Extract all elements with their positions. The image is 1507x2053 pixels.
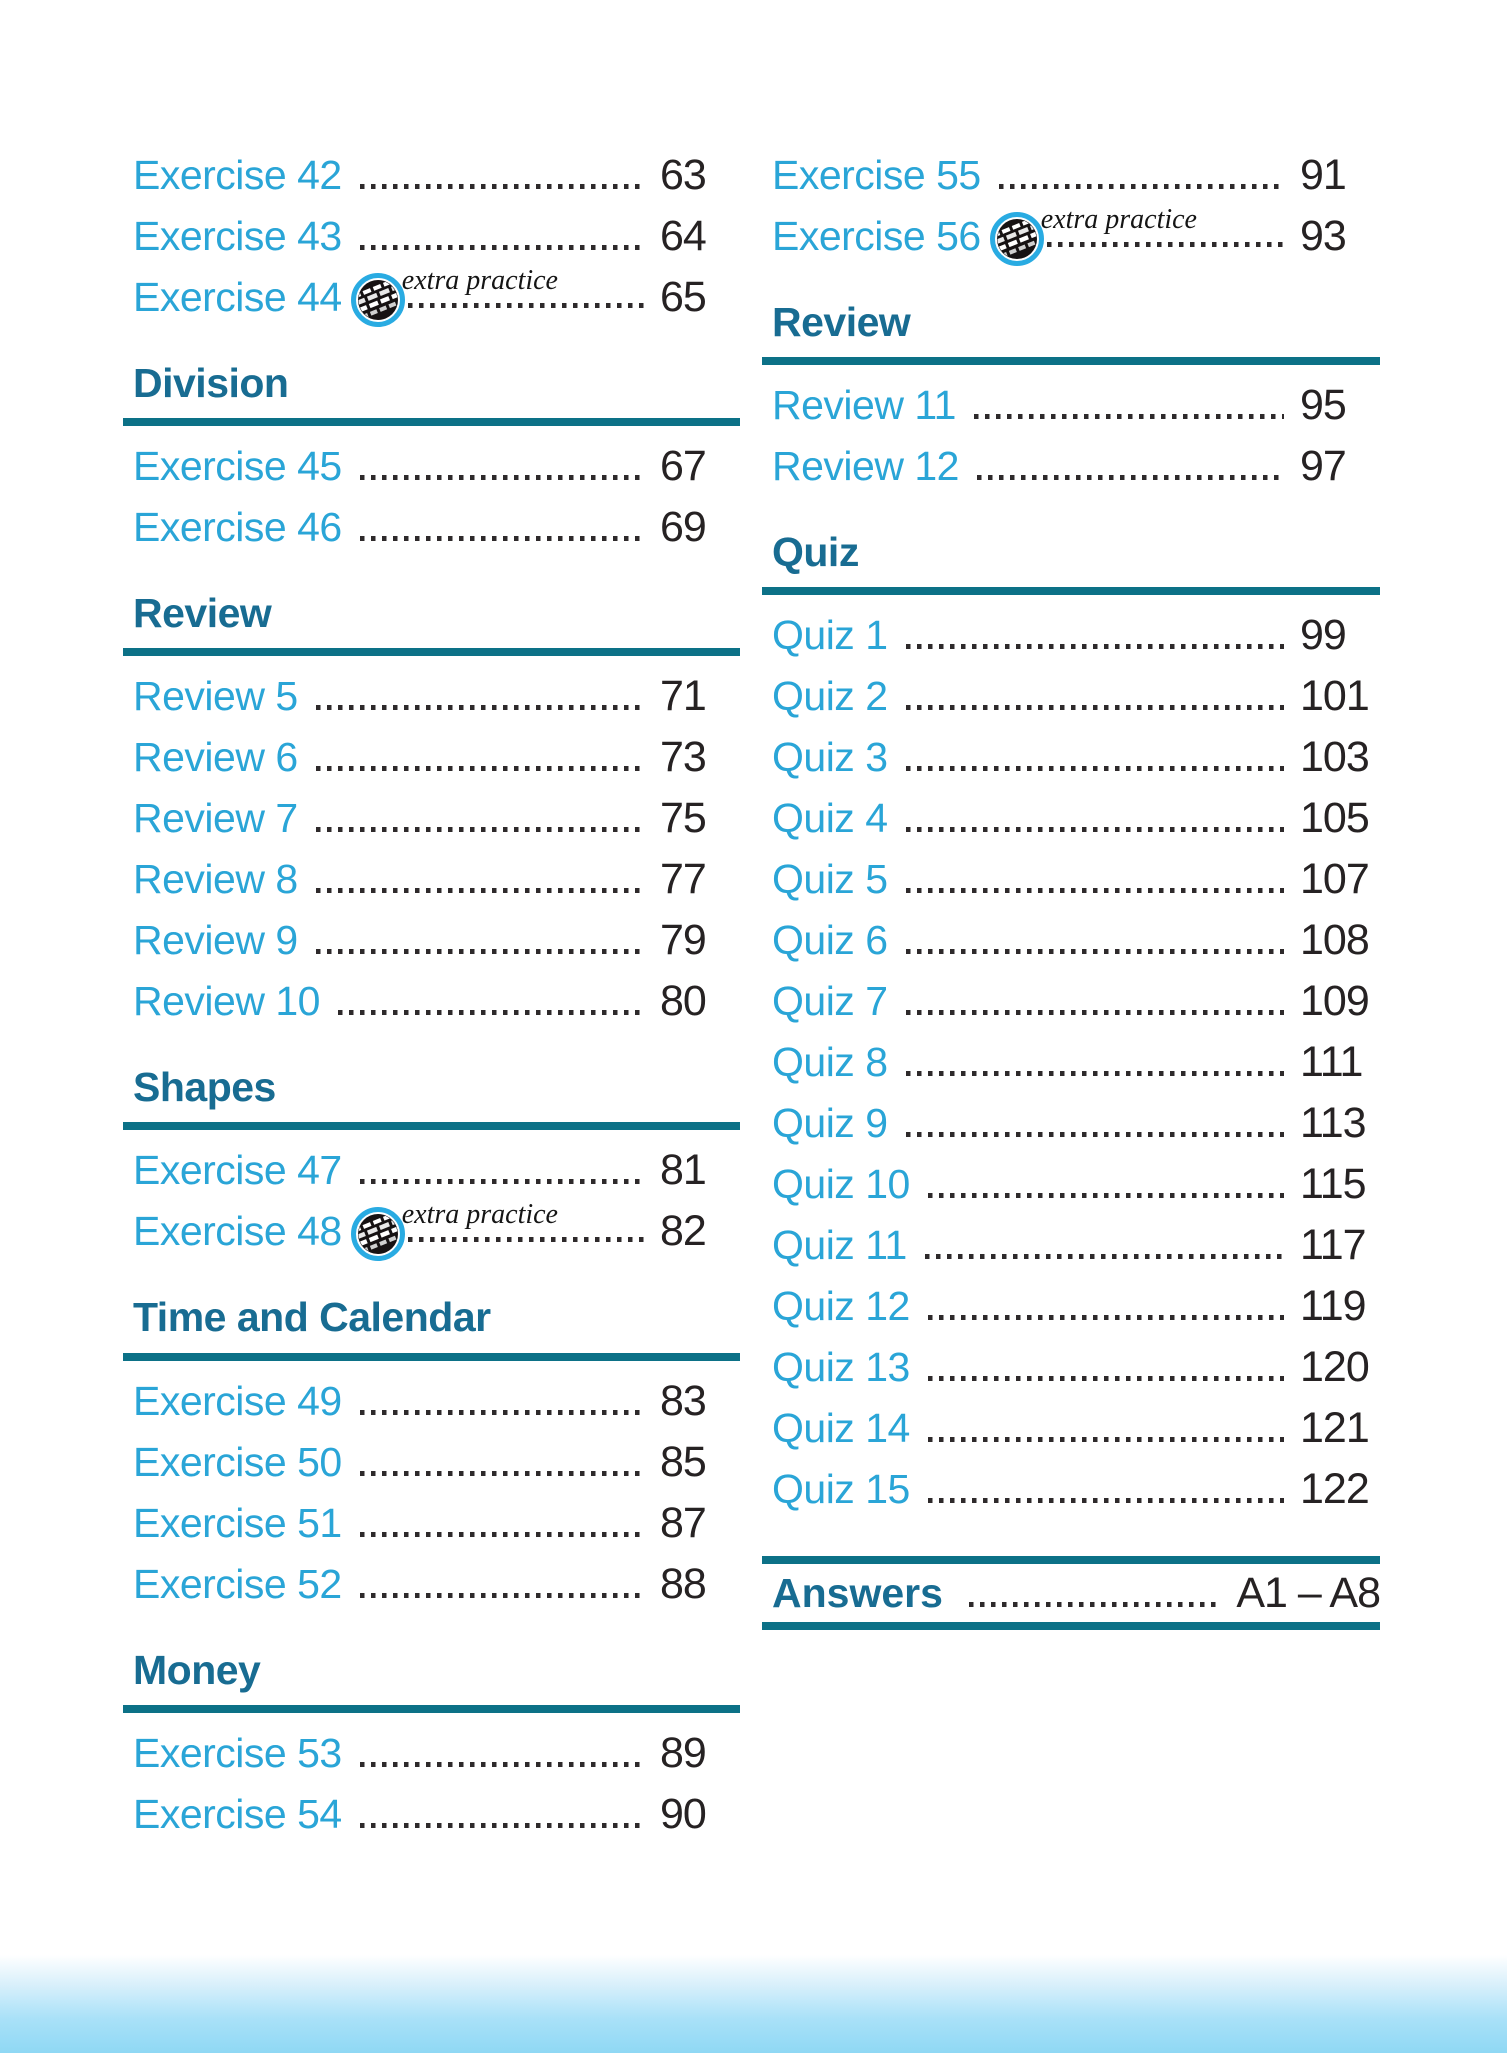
entry-label: Exercise 53 (133, 1729, 342, 1776)
page-number: 93 (1300, 212, 1346, 260)
entry-label: Quiz 7 (772, 978, 888, 1025)
dotted-leader (360, 1593, 644, 1598)
toc-entry (772, 605, 1380, 666)
toc-entry (133, 1493, 740, 1554)
section-header (772, 529, 1380, 595)
page-number: 65 (660, 273, 706, 321)
extra-practice-label: extra practice (1040, 204, 1197, 235)
dotted-leader (316, 888, 644, 893)
section-rule (123, 1353, 740, 1361)
toc-entry (772, 1398, 1380, 1459)
dotted-leader (360, 245, 644, 250)
entry-label: Review 5 (133, 673, 298, 720)
section-title: Time and Calendar (133, 1294, 491, 1341)
entry-label: Exercise 44 (133, 274, 342, 320)
dotted-leader (360, 1762, 644, 1767)
section-header (772, 299, 1380, 365)
answers-label: Answers (772, 1569, 943, 1616)
entry-label: Quiz 9 (772, 1100, 888, 1147)
entry-label: Quiz 8 (772, 1039, 888, 1086)
section-rule (123, 1705, 740, 1713)
entry-label: Exercise 56 (772, 213, 981, 259)
toc-entry (772, 788, 1380, 849)
page-number: 111 (1300, 1038, 1363, 1087)
footer-gradient-band (0, 1955, 1507, 2053)
section-title: Quiz (772, 529, 859, 576)
entry-label: Exercise 48 (133, 1208, 342, 1255)
entry-label: Review 7 (133, 795, 298, 842)
dotted-leader (408, 1237, 644, 1242)
dotted-leader (906, 766, 1285, 771)
dotted-leader (338, 1010, 644, 1015)
entry-label: Exercise 45 (133, 443, 342, 490)
answers-page-range: A1 – A8 (1236, 1568, 1380, 1617)
entry-label: Quiz 6 (772, 917, 888, 964)
toc-entry (133, 1201, 740, 1262)
toc-entry (772, 1215, 1380, 1276)
extra-practice-icon (350, 272, 406, 328)
toc-entry (772, 206, 1380, 267)
section-rule (123, 1122, 740, 1130)
entry-label: Review 12 (772, 443, 959, 490)
dotted-leader (316, 705, 644, 710)
dotted-leader (906, 705, 1285, 710)
page-number: 109 (1300, 977, 1369, 1026)
extra-practice-label: extra practice (401, 1199, 558, 1231)
page-number: 71 (660, 672, 706, 721)
toc-entry (133, 1432, 740, 1493)
leader-stack (401, 265, 644, 328)
section-title: Money (133, 1646, 261, 1693)
section-rule (123, 418, 740, 426)
toc-entry (133, 436, 740, 497)
toc-entry (133, 497, 740, 558)
page-number: 115 (1300, 1160, 1366, 1209)
dotted-leader (360, 1823, 644, 1828)
toc-entry (772, 727, 1380, 788)
dotted-leader (977, 475, 1284, 480)
entry-label: Quiz 1 (772, 612, 888, 659)
toc-entry (133, 849, 740, 910)
dotted-leader (408, 303, 644, 308)
page-number: 121 (1300, 1404, 1369, 1453)
dotted-leader (906, 1071, 1285, 1076)
page-number: 107 (1300, 855, 1369, 904)
toc-entry (772, 910, 1380, 971)
page-number: 113 (1300, 1099, 1366, 1148)
page-number: 82 (660, 1207, 706, 1256)
answers-rule-bottom (762, 1622, 1380, 1630)
dotted-leader (316, 949, 644, 954)
toc-entry (772, 145, 1380, 206)
toc-entry (133, 1784, 740, 1845)
toc-entry (772, 1337, 1380, 1398)
toc-entry (133, 666, 740, 727)
page-number: 89 (660, 1728, 706, 1777)
page-number: 80 (660, 977, 706, 1026)
toc-entry (772, 1032, 1380, 1093)
leader-stack (1040, 204, 1284, 267)
dotted-leader (928, 1498, 1284, 1503)
toc-entry (772, 666, 1380, 727)
page-number: 64 (660, 212, 706, 260)
entry-label: Review 10 (133, 978, 320, 1025)
entry-label: Review 9 (133, 917, 298, 964)
toc-entry (133, 1140, 740, 1201)
entry-label: Review 8 (133, 856, 298, 903)
dotted-leader (360, 1532, 644, 1537)
section-title: Review (772, 299, 911, 345)
entry-label: Exercise 52 (133, 1560, 342, 1607)
toc-entry (133, 1371, 740, 1432)
section-header (133, 590, 740, 656)
toc-entry (772, 1276, 1380, 1337)
page-number: 120 (1300, 1343, 1369, 1392)
page-number: 117 (1300, 1221, 1366, 1270)
answers-entry (772, 1564, 1380, 1622)
extra-practice-icon (989, 211, 1045, 267)
page-number: 81 (660, 1146, 706, 1195)
entry-label: Exercise 54 (133, 1790, 342, 1837)
entry-label: Exercise 42 (133, 152, 342, 198)
section-rule (762, 587, 1380, 595)
dotted-leader (969, 1602, 1216, 1607)
section-header (133, 1647, 740, 1713)
page-number: 75 (660, 794, 706, 843)
page-number: 79 (660, 916, 706, 965)
section-header (133, 360, 740, 426)
dotted-leader (974, 414, 1284, 419)
entry-label: Exercise 47 (133, 1147, 342, 1194)
section-title: Shapes (133, 1064, 276, 1111)
page-number: 73 (660, 733, 706, 782)
page-number: 63 (660, 151, 706, 199)
dotted-leader (360, 536, 644, 541)
dotted-leader (906, 888, 1285, 893)
page-number: 108 (1300, 916, 1369, 965)
page-number: 99 (1300, 611, 1346, 660)
dotted-leader (928, 1315, 1284, 1320)
toc-entry (133, 1554, 740, 1615)
dotted-leader (906, 1132, 1285, 1137)
page-number: 105 (1300, 794, 1369, 843)
dotted-leader (360, 1471, 644, 1476)
toc-column-right (772, 145, 1380, 1630)
page-number: 119 (1300, 1282, 1366, 1331)
dotted-leader (1047, 242, 1284, 247)
entry-label: Exercise 43 (133, 213, 342, 259)
dotted-leader (360, 475, 644, 480)
section-rule (123, 648, 740, 656)
toc-entry (133, 727, 740, 788)
dotted-leader (360, 1179, 644, 1184)
dotted-leader (906, 827, 1285, 832)
toc-entry (133, 788, 740, 849)
toc-entry (772, 1093, 1380, 1154)
dotted-leader (906, 949, 1285, 954)
dotted-leader (925, 1254, 1284, 1259)
page-number: 67 (660, 442, 706, 491)
toc-entry (133, 145, 740, 206)
entry-label: Quiz 4 (772, 795, 888, 842)
leader-stack (401, 1199, 644, 1262)
dotted-leader (906, 644, 1285, 649)
answers-rule-top (762, 1556, 1380, 1564)
toc-entry (772, 1459, 1380, 1520)
entry-label: Quiz 2 (772, 673, 888, 720)
page-number: 101 (1300, 672, 1369, 721)
entry-label: Quiz 11 (772, 1222, 907, 1269)
page-number: 90 (660, 1789, 706, 1838)
page-number: 91 (1300, 151, 1346, 199)
dotted-leader (928, 1193, 1284, 1198)
dotted-leader (928, 1437, 1284, 1442)
entry-label: Quiz 10 (772, 1161, 910, 1208)
toc-column-left (133, 145, 740, 1845)
entry-label: Quiz 12 (772, 1283, 910, 1330)
entry-label: Exercise 49 (133, 1377, 342, 1424)
entry-label: Review 6 (133, 734, 298, 781)
section-title: Division (133, 360, 289, 406)
dotted-leader (928, 1376, 1284, 1381)
extra-practice-label: extra practice (401, 265, 558, 296)
page-number: 122 (1300, 1465, 1369, 1514)
section-title: Review (133, 590, 272, 637)
entry-label: Exercise 55 (772, 152, 981, 198)
toc-entry (133, 206, 740, 267)
page-number: 83 (660, 1376, 706, 1425)
dotted-leader (316, 827, 644, 832)
dotted-leader (360, 1410, 644, 1415)
page-number: 77 (660, 855, 706, 904)
entry-label: Quiz 3 (772, 734, 888, 781)
answers-block (772, 1556, 1380, 1630)
entry-label: Exercise 50 (133, 1438, 342, 1485)
toc-entry (772, 971, 1380, 1032)
entry-label: Quiz 5 (772, 856, 888, 903)
toc-entry (133, 910, 740, 971)
page-number: 87 (660, 1498, 706, 1547)
toc-entry (772, 375, 1380, 436)
page-number: 97 (1300, 442, 1346, 491)
toc-entry (133, 1723, 740, 1784)
section-rule (762, 357, 1380, 365)
toc-entry (133, 267, 740, 328)
dotted-leader (906, 1010, 1285, 1015)
page-number: 85 (660, 1437, 706, 1486)
entry-label: Quiz 14 (772, 1405, 910, 1452)
page-number: 103 (1300, 733, 1369, 782)
page-number: 88 (660, 1559, 706, 1608)
toc-entry (772, 1154, 1380, 1215)
page-number: 95 (1300, 381, 1346, 430)
dotted-leader (999, 184, 1284, 189)
page-number: 69 (660, 503, 706, 552)
toc-entry (772, 849, 1380, 910)
entry-label: Exercise 46 (133, 504, 342, 551)
dotted-leader (316, 766, 644, 771)
entry-label: Review 11 (772, 382, 956, 429)
toc-entry (133, 971, 740, 1032)
entry-label: Quiz 13 (772, 1344, 910, 1391)
entry-label: Exercise 51 (133, 1499, 342, 1546)
toc-entry (772, 436, 1380, 497)
section-header (133, 1294, 740, 1360)
dotted-leader (360, 184, 644, 189)
section-header (133, 1064, 740, 1130)
entry-label: Quiz 15 (772, 1466, 910, 1513)
extra-practice-icon (350, 1206, 406, 1262)
